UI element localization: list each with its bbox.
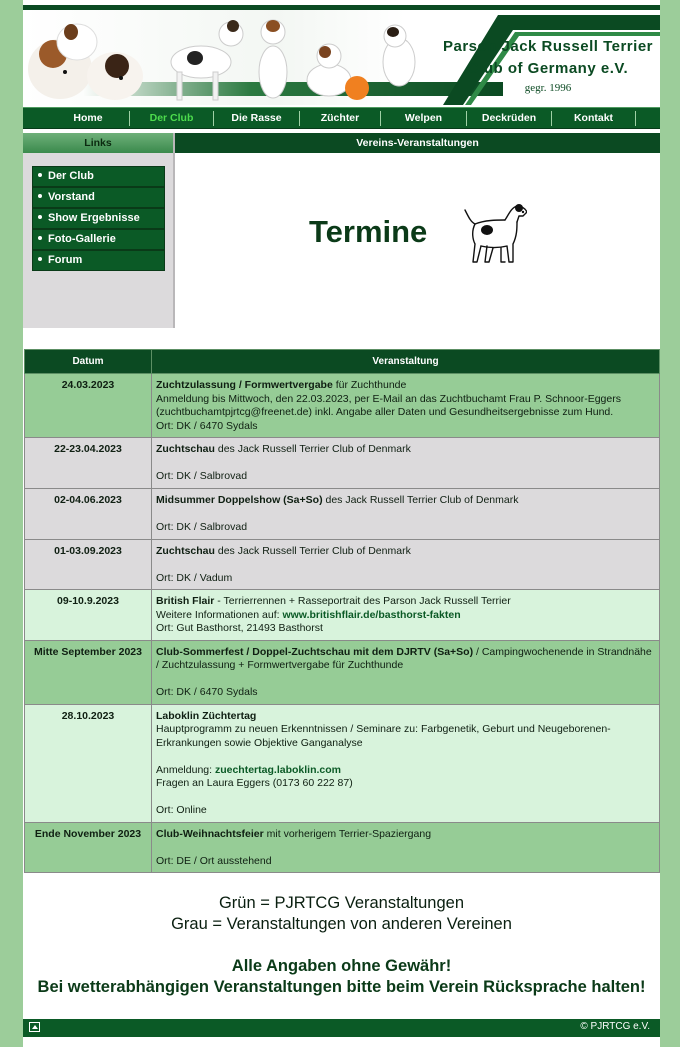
- table-row: [25, 590, 660, 641]
- event-title-suffix: für Zuchthunde: [332, 379, 407, 391]
- event-details: [152, 704, 660, 822]
- sidebar-item-vorstand[interactable]: [32, 187, 165, 208]
- table-row: [25, 488, 660, 539]
- event-date: 09-10.9.2023: [25, 590, 152, 641]
- event-date: Ende November 2023: [25, 822, 152, 873]
- color-legend: [23, 893, 660, 935]
- column-header-date: Datum: [25, 350, 152, 374]
- nav-die-rasse[interactable]: Die Rasse: [231, 112, 282, 124]
- event-title-suffix: des Jack Russell Terrier Club of Denmark: [214, 544, 411, 557]
- table-row: [25, 374, 660, 438]
- table-row: [25, 438, 660, 489]
- sidebar-item-forum[interactable]: [32, 250, 165, 271]
- event-date: 22-23.04.2023: [25, 438, 152, 489]
- event-place: Ort: DK / Salbrovad: [156, 470, 248, 482]
- event-date: 01-03.09.2023: [25, 539, 152, 590]
- sidebar: [23, 133, 175, 328]
- legend-grey: Grau = Veranstaltungen von anderen Vereinen: [171, 915, 512, 933]
- dog-photo-sitting: [251, 12, 296, 104]
- nav-home[interactable]: Home: [73, 112, 103, 124]
- sidebar-item-label: Vorstand: [48, 191, 95, 203]
- sidebar-item-label: Show Ergebnisse: [48, 212, 140, 224]
- event-title: Laboklin Züchtertag: [156, 709, 257, 722]
- event-title: Zuchtschau: [156, 443, 215, 455]
- legend-green: Grün = PJRTCG Veranstaltungen: [218, 894, 465, 912]
- bullet-icon: [38, 194, 42, 198]
- sidebar-item-show-ergebnisse[interactable]: [32, 208, 165, 229]
- event-details: [152, 640, 660, 704]
- table-row: [25, 704, 660, 822]
- britishflair-link[interactable]: www.britishflair.de/basthorst-fakten: [282, 608, 461, 621]
- dog-sketch-icon: [457, 196, 527, 266]
- table-row: [25, 822, 660, 873]
- event-details: [152, 822, 660, 873]
- event-details: [152, 438, 660, 489]
- event-place: Ort: DK / 6470 Sydals: [156, 686, 258, 698]
- event-title: Zuchtschau: [156, 544, 215, 557]
- event-title: British Flair: [156, 595, 215, 607]
- event-details: [152, 374, 660, 438]
- event-info-prefix: Weitere Informationen auf:: [156, 608, 283, 621]
- event-place: Ort: Online: [156, 804, 207, 816]
- sidebar-item-der-club[interactable]: [32, 166, 165, 187]
- event-place: Ort: DK / Vadum: [156, 571, 233, 584]
- event-details: [152, 590, 660, 641]
- nav-der-club[interactable]: Der Club: [149, 112, 194, 124]
- event-place: Ort: DK / Salbrovad: [156, 520, 248, 533]
- event-date: Mitte September 2023: [25, 640, 152, 704]
- event-title-suffix: mit vorherigem Terrier-Spaziergang: [263, 827, 432, 840]
- events-table: [24, 349, 660, 873]
- bullet-icon: [38, 257, 42, 261]
- footer: [23, 1019, 660, 1037]
- sidebar-item-label: Der Club: [48, 170, 94, 182]
- event-place: Ort: DE / Ort ausstehend: [156, 854, 272, 867]
- page-title: Termine: [309, 214, 428, 249]
- founded-year: gegr. 1996: [524, 82, 572, 94]
- disclaimer: [23, 956, 660, 998]
- event-title-suffix: des Jack Russell Terrier Club of Denmark: [322, 493, 519, 506]
- sidebar-menu: [32, 166, 165, 271]
- event-registration-prefix: Anmeldung:: [156, 763, 215, 776]
- sidebar-heading: Links: [23, 133, 173, 153]
- event-place: Ort: Gut Basthorst, 21493 Basthorst: [156, 622, 323, 634]
- table-row: [25, 640, 660, 704]
- dog-photo-with-ball: [301, 38, 371, 104]
- scroll-to-top-icon[interactable]: [29, 1022, 40, 1032]
- sidebar-item-label: Forum: [48, 254, 83, 266]
- event-details: [152, 539, 660, 590]
- dog-photo-standing: [153, 12, 253, 104]
- event-title: Zuchtzulassung / Formwertvergabe: [156, 379, 333, 391]
- copyright: © PJRTCG e.V.: [580, 1021, 650, 1032]
- dog-photo-jumping: [369, 14, 429, 94]
- event-title-suffix: des Jack Russell Terrier Club of Denmark: [214, 443, 411, 455]
- event-date: 24.03.2023: [25, 374, 152, 438]
- sidebar-item-label: Foto-Gallerie: [48, 233, 116, 245]
- club-title-line1: Parson Jack Russell Terrier: [443, 38, 653, 55]
- dog-photo-group-1: [25, 14, 150, 104]
- header-banner: [23, 10, 660, 105]
- disclaimer-line1: Alle Angaben ohne Gewähr!: [231, 957, 452, 975]
- section-title: Vereins-Veranstaltungen: [175, 133, 660, 153]
- main-nav: [23, 107, 660, 129]
- event-place: Ort: DK / 6470 Sydals: [156, 419, 258, 432]
- disclaimer-line2: Bei wetterabhängigen Veranstaltungen bitte beim Verein Rücksprache halten!: [37, 978, 646, 996]
- table-row: [25, 539, 660, 590]
- sidebar-item-foto-gallerie[interactable]: [32, 229, 165, 250]
- bullet-icon: [38, 173, 42, 177]
- club-title-line2: Club of Germany e.V.: [467, 60, 629, 77]
- event-date: 28.10.2023: [25, 704, 152, 822]
- column-header-event: Veranstaltung: [152, 350, 660, 374]
- event-contact: Fragen an Laura Eggers (0173 60 222 87): [156, 777, 353, 789]
- bullet-icon: [38, 215, 42, 219]
- nav-deckrueden[interactable]: Deckrüden: [481, 112, 537, 124]
- club-title: [443, 36, 653, 94]
- event-description: Anmeldung bis Mittwoch, den 22.03.2023, per E-Mail an das Zuchtbuchamt Frau P. Schnoor-Eggers (zuchtbuchamtpjrtcg@freenet.de) inkl. Angabe aller Daten und Gesundheitsergebnisse zum Hund.: [156, 392, 621, 418]
- nav-welpen[interactable]: Welpen: [404, 112, 443, 124]
- page: [23, 0, 660, 1047]
- nav-kontakt[interactable]: Kontakt: [573, 112, 614, 124]
- event-title-suffix: / Campingwochenende in Strandnähe / Zuchtzulassung + Formwertvergabe für Zuchthunde: [156, 645, 652, 671]
- event-title-suffix: - Terrierrennen + Rasseportrait des Parson Jack Russell Terrier: [214, 595, 511, 607]
- event-description: Hauptprogramm zu neuen Erkenntnissen / Seminare zu: Farbgenetik, Geburt und Neugeborenen-Erkrankungen sowie Objektive Ganganalyse: [156, 723, 611, 749]
- event-title: Club-Weihnachtsfeier: [156, 827, 264, 840]
- event-details: [152, 488, 660, 539]
- event-date: 02-04.06.2023: [25, 488, 152, 539]
- bullet-icon: [38, 236, 42, 240]
- nav-zuechter[interactable]: Züchter: [320, 112, 360, 124]
- laboklin-registration-link[interactable]: zuechtertag.laboklin.com: [214, 763, 341, 776]
- event-title: Midsummer Doppelshow (Sa+So): [156, 493, 323, 506]
- event-title: Club-Sommerfest / Doppel-Zuchtschau mit dem DJRTV (Sa+So): [156, 645, 474, 658]
